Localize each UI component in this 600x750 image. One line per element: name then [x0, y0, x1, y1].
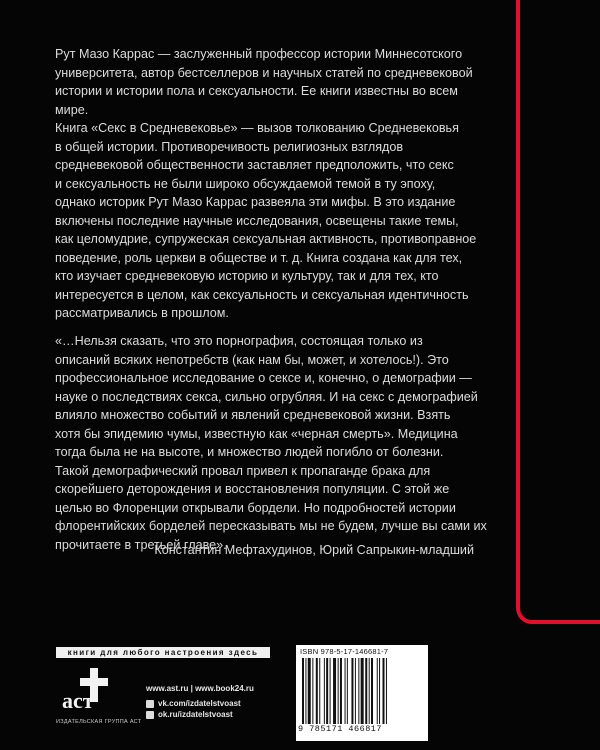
text-line: Такой демографический провал привел к пропаганде брака для	[55, 463, 431, 478]
barcode-box	[296, 645, 428, 741]
text-line: прочитаете в третьей главе».	[55, 537, 227, 552]
text-line: интересуется в целом, как сексуальность и сексуальная идентичность	[55, 287, 469, 302]
text-line: флорентийских борделей пересказывать мы не будем, лучше вы сами их	[55, 519, 487, 533]
barcode-bar	[326, 658, 328, 724]
text-line: включены последние научные исследования, освещены такие темы,	[55, 213, 459, 228]
vk-icon	[146, 700, 154, 708]
barcode-bar	[383, 658, 385, 724]
barcode-bar	[305, 658, 306, 724]
text-line: целью во Флоренции открывали бордели. Но подробностей истории	[55, 500, 456, 515]
text-line: в общей истории. Противоречивость религиозных взглядов	[55, 139, 404, 154]
text-line: науке о последствиях секса, сильно огрубляя. И на секс с демографией	[55, 389, 478, 404]
text-line: хотя бы эпидемию чумы, известную как «черная смерть». Медицина	[55, 426, 458, 441]
text-line: истории и истории пола и сексуальности. Ее книги известны во всем	[55, 84, 458, 98]
text-line: однако историк Рут Мазо Каррас развеяла эти мифы. В это издание	[55, 195, 456, 209]
barcode-bar	[365, 658, 367, 724]
text-line: мире.	[55, 102, 89, 117]
barcode-bar	[324, 658, 325, 724]
review-quote	[55, 332, 495, 554]
barcode-bar	[340, 658, 342, 724]
text-line: описаний всяких непотребств (как нам бы, может, и хотелось!). Это	[55, 352, 449, 367]
barcode-bar	[312, 658, 313, 724]
publisher-links	[146, 683, 254, 720]
barcode-bar	[308, 658, 311, 724]
text-line: тогда была не на высоте, и множество людей погибло от болезни.	[55, 445, 444, 459]
barcode-bar	[319, 658, 320, 724]
logo-text: аст	[62, 688, 94, 713]
ok-icon	[146, 711, 154, 719]
barcode-bar	[369, 658, 370, 724]
text-line: Книга «Секс в Средневековье» — вызов толкованию Средневековья	[55, 121, 459, 135]
text-line: «…Нельзя сказать, что это порнография, состоящая только из	[55, 334, 423, 348]
text-line: влияло множество событий и явлений средневековой жизни. Взять	[55, 408, 451, 422]
barcode-bar	[355, 658, 356, 724]
barcode-bar	[302, 658, 304, 724]
websites-link[interactable]: www.ast.ru | www.book24.ru	[146, 684, 254, 693]
barcode-bar	[347, 658, 348, 724]
barcode-bar	[345, 658, 346, 724]
barcode-digits: 9 785171 466817	[298, 724, 383, 734]
quote-signature: Константин Мефтахудинов, Юрий Сапрыкин-младший	[154, 543, 474, 557]
vk-link[interactable]: vk.com/izdatelstvoast	[146, 698, 254, 709]
barcode-bar	[351, 658, 353, 724]
red-corner-frame	[516, 0, 600, 624]
text-line: рассматривались в прошлом.	[55, 306, 229, 320]
text-line: университета, автор бестселлеров и научных статей по средневековой	[55, 65, 473, 80]
barcode-bar	[330, 658, 331, 724]
barcode-icon	[302, 658, 422, 724]
barcode-bar	[371, 658, 373, 724]
text-line: кто изучает средневековую историю и культуру, так и для тех, кто	[55, 269, 439, 283]
text-line: средневековой общественности заставляет предположить, что секс	[55, 158, 454, 172]
author-and-book-description	[55, 45, 495, 323]
barcode-bar	[386, 658, 387, 724]
barcode-bar	[316, 658, 318, 724]
text-line: Рут Мазо Каррас — заслуженный профессор истории Миннесотского	[55, 47, 463, 61]
text-line: и сексуальность не были широко обсуждаемой темой в ту эпоху,	[55, 176, 436, 191]
text-line: как целомудрие, супружеская сексуальная активность, противоправное	[55, 232, 477, 246]
barcode-bar	[338, 658, 339, 724]
text-line: профессиональное исследование о сексе и, конечно, о демографии —	[55, 371, 472, 385]
ast-logo-icon	[60, 664, 116, 722]
publisher-tagline: книги для любого настроения здесь	[56, 647, 270, 658]
logo-caption: ИЗДАТЕЛЬСКАЯ ГРУППА АСТ	[56, 719, 142, 725]
barcode-bar	[379, 658, 380, 724]
barcode-bar	[361, 658, 364, 724]
text-line: скорейшего деторождения и восстановления популяции. С этой же	[55, 482, 450, 496]
ok-link[interactable]: ok.ru/izdatelstvoast	[146, 709, 254, 720]
isbn-label: ISBN 978-5-17-146681-7	[300, 647, 389, 656]
text-line: поведение, роль церкви в обществе и т. д. Книга создана как для тех,	[55, 250, 463, 265]
barcode-bar	[333, 658, 336, 724]
barcode-bar	[358, 658, 359, 724]
barcode-bar	[377, 658, 378, 724]
